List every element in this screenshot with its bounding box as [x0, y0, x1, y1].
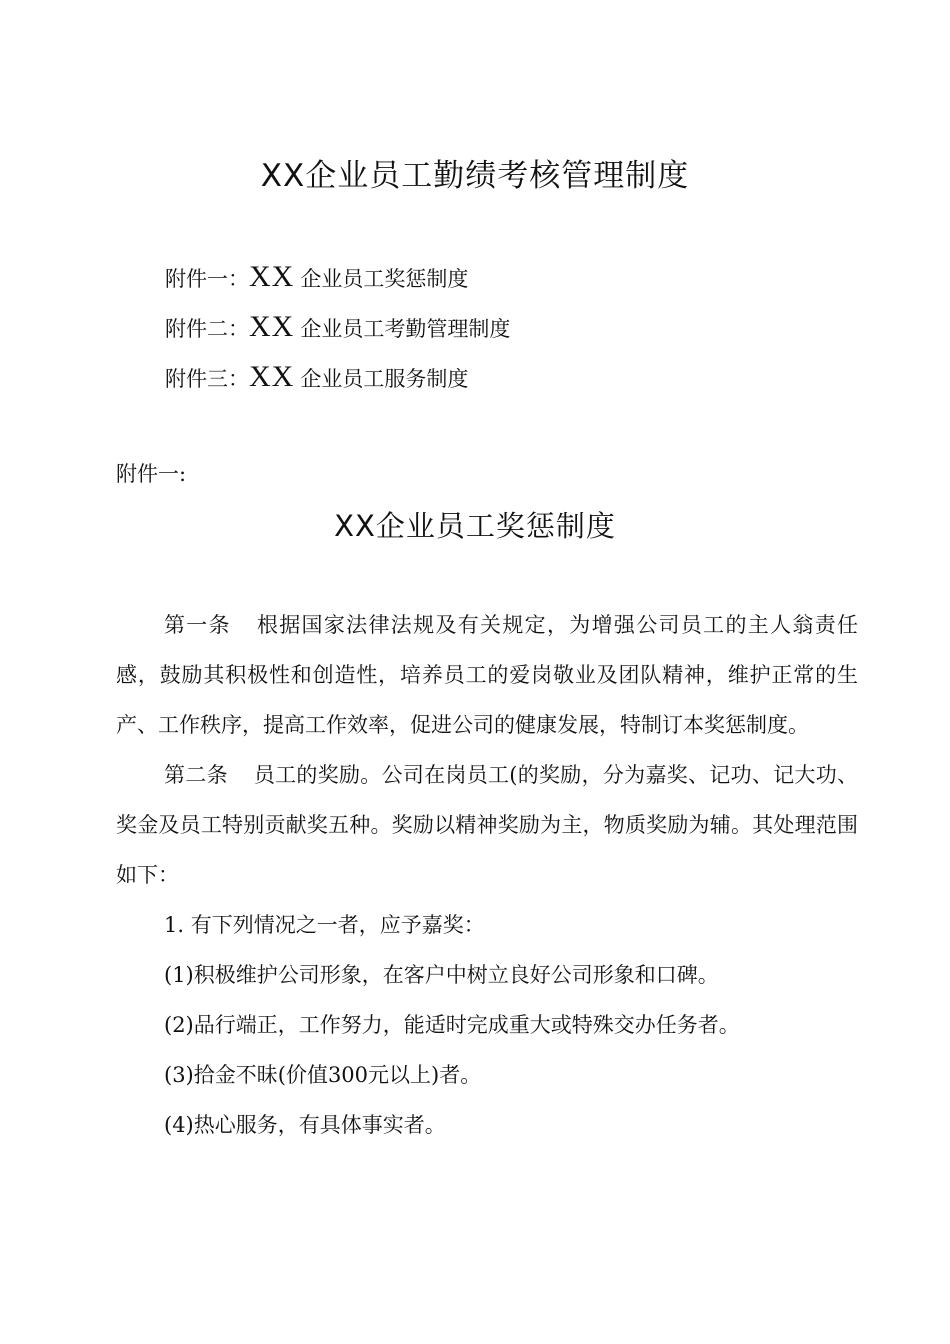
- attachment-prefix: 附件一：: [165, 267, 249, 291]
- document-title: XX企业员工勤绩考核管理制度: [260, 158, 690, 194]
- article-number: 第一条: [164, 613, 231, 637]
- article-text: 员工的奖励。公司在岗员工(的奖励，分为嘉奖、记功、记大功、奖金及员工特别贡献奖五种。奖励以精神奖励为主，物质奖励为辅。其处理范围如下：: [116, 763, 858, 887]
- section-title: XX企业员工奖惩制度: [334, 509, 616, 543]
- attachment-xx: XX: [249, 260, 295, 293]
- attachment-list: [165, 256, 510, 406]
- section-label: 附件一:: [116, 462, 187, 486]
- attachment-xx: XX: [249, 360, 295, 393]
- attachment-xx: XX: [249, 310, 295, 343]
- attachment-prefix: 附件三：: [165, 367, 249, 391]
- article-text: 根据国家法律法规及有关规定，为增强公司员工的主人翁责任感，鼓励其积极性和创造性，培养员工的爱岗敬业及团队精神，维护正常的生产、工作秩序，提高工作效率，促进公司的健康发展，特制订本奖惩制度。: [116, 613, 859, 737]
- attachment-item-1: [165, 256, 510, 306]
- list-item: (4)热心服务，有具体事实者。: [164, 1113, 446, 1137]
- list-item: (3)拾金不昧(价值300元以上)者。: [164, 1063, 482, 1087]
- attachment-prefix: 附件二：: [165, 317, 249, 341]
- document-body: [116, 600, 858, 1150]
- attachment-item-2: [165, 306, 510, 356]
- article-2: [116, 750, 858, 900]
- attachment-name: 企业员工奖惩制度: [300, 267, 469, 291]
- list-heading: 1. 有下列情况之一者，应予嘉奖：: [164, 913, 485, 937]
- article-number: 第二条: [164, 763, 228, 787]
- attachment-item-3: [165, 356, 510, 406]
- list-item: (2)品行端正，工作努力，能适时完成重大或特殊交办任务者。: [164, 1013, 740, 1037]
- list-item: (1)积极维护公司形象，在客户中树立良好公司形象和口碑。: [164, 963, 719, 987]
- attachment-name: 企业员工考勤管理制度: [300, 317, 511, 341]
- article-1: [116, 600, 858, 750]
- attachment-name: 企业员工服务制度: [300, 367, 469, 391]
